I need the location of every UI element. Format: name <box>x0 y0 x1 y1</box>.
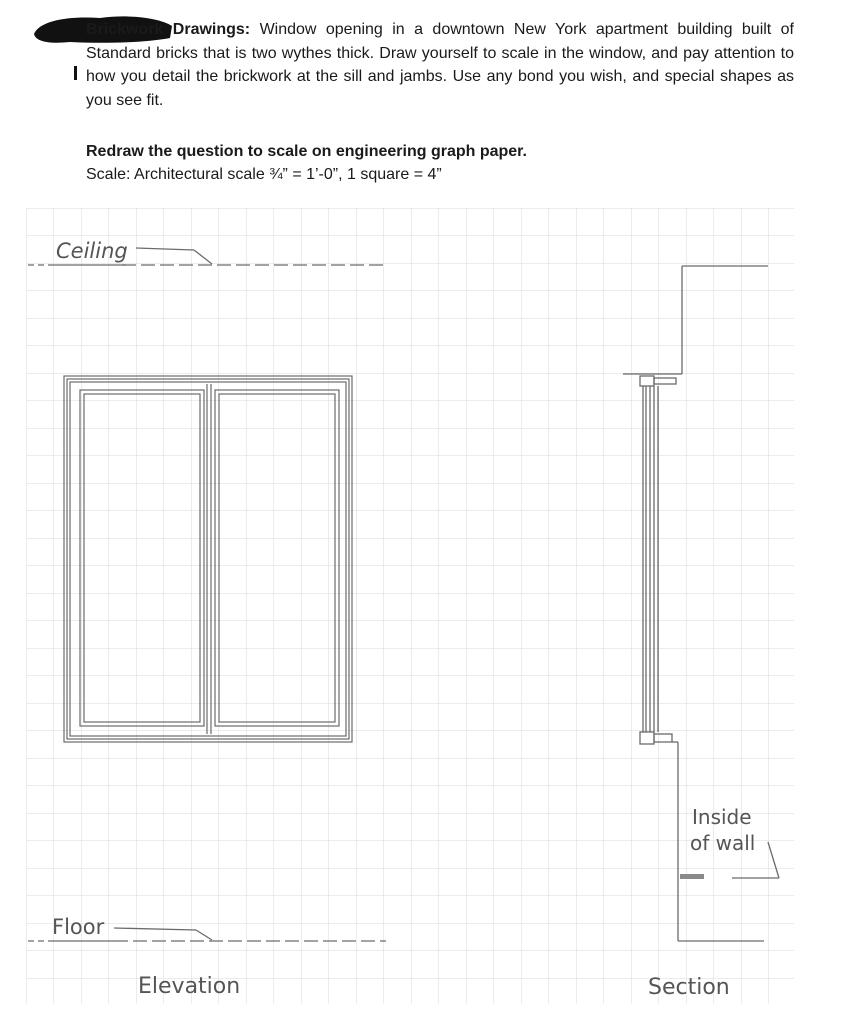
ceiling-label: Ceiling <box>56 239 128 263</box>
question-heading: Brickwork Drawings: <box>86 21 251 38</box>
inside-wall-label-line1: Inside <box>692 805 752 829</box>
elevation-label: Elevation <box>138 974 241 999</box>
question-body: Window opening in a downtown New York apartment building built of Standard bricks that is two wythes thick. Draw yourself to scale in the window, and pay attention to how you detail the brickwork at the sill and jambs. Use any bond you wish, and special shapes as you see fit. <box>86 21 795 109</box>
question-text <box>86 18 794 112</box>
graph-paper-drawing <box>26 208 794 1004</box>
instruction-redraw: Redraw the question to scale on engineering graph paper. <box>86 143 527 160</box>
instruction-scale: Scale: Architectural scale ¾” = 1’-0”, 1 square = 4” <box>86 166 442 183</box>
instructions <box>86 140 527 186</box>
inside-wall-label-line2: of wall <box>690 831 756 855</box>
graph-grid <box>26 208 794 1004</box>
stray-mark <box>74 66 77 80</box>
floor-label: Floor <box>52 915 105 939</box>
section-label: Section <box>648 975 730 1000</box>
section-hatch <box>680 874 704 879</box>
